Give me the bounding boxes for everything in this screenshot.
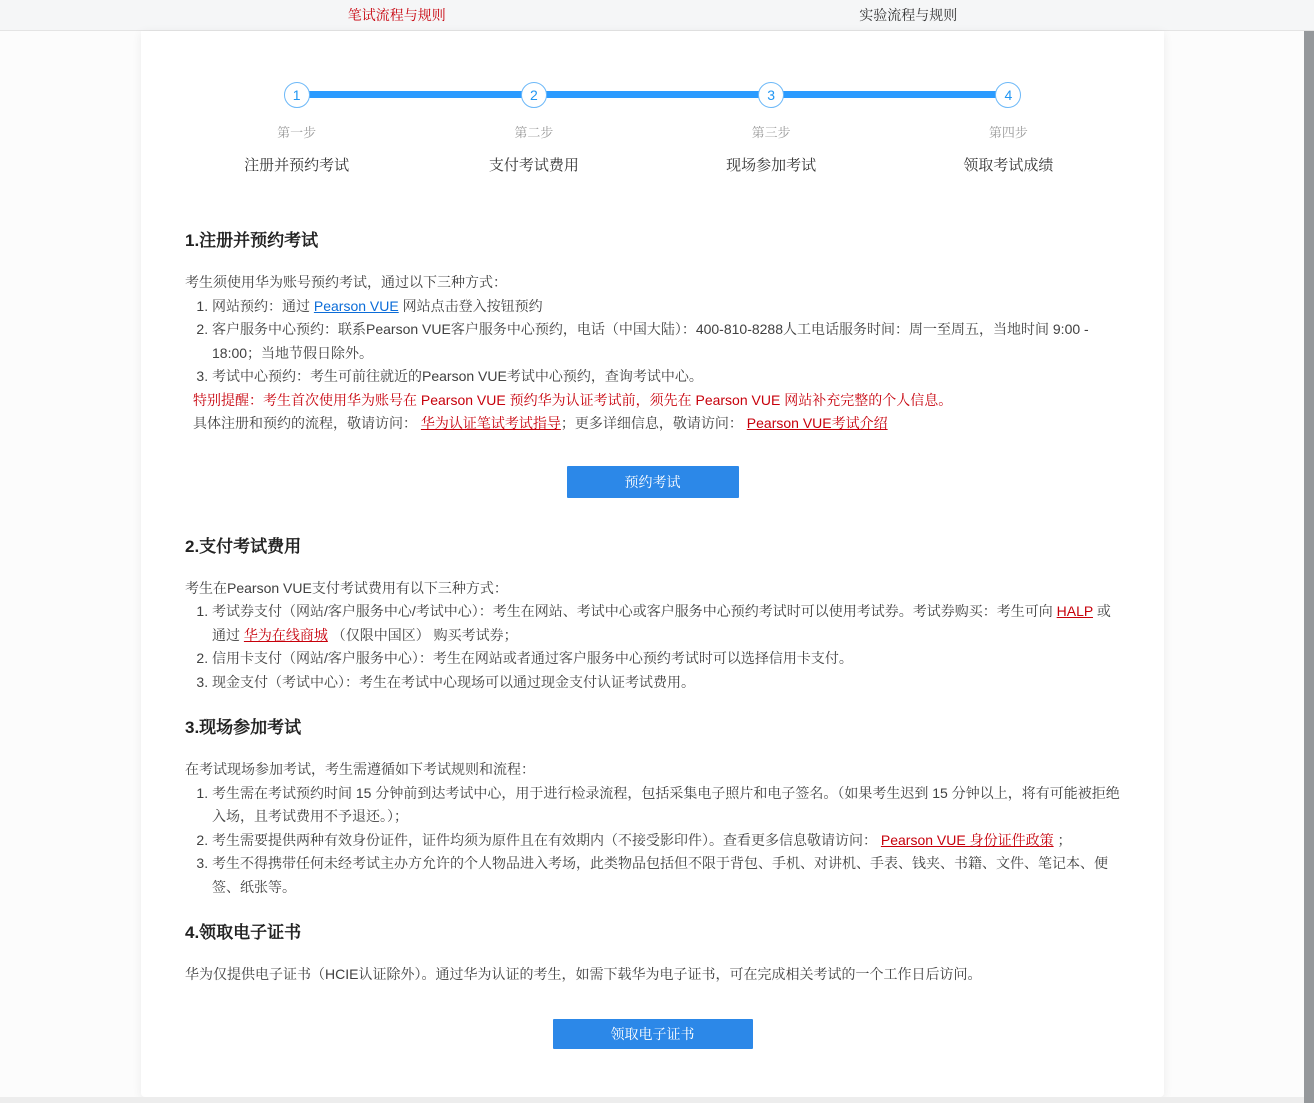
text-run: 或通过: [212, 603, 1111, 643]
section-1-list: [185, 295, 1120, 389]
text-run: ；: [1053, 831, 1072, 848]
step-1-circle-icon: 1: [284, 82, 310, 108]
section-register: [185, 231, 1120, 498]
top-tab-bar: [0, 0, 1314, 31]
list-item: [212, 671, 1120, 695]
tab-lab-exam-rules[interactable]: 实验流程与规则: [859, 7, 958, 23]
section-payment: [185, 537, 1120, 695]
text-run: 客户服务中心预约：联系Pearson VUE客户服务中心预约，电话（中国大陆）：400-810-8288人工电话服务时间：周一至周五，当地时间 9:00 - 18:00；当地节假日除外。: [212, 321, 1089, 361]
section-1-heading: 1.注册并预约考试: [185, 231, 319, 250]
tab-row: [141, 0, 1164, 30]
vertical-scrollbar[interactable]: [1304, 31, 1314, 1103]
list-item: [212, 829, 1120, 853]
step-4-circle-icon: 4: [995, 82, 1021, 108]
list-item: [212, 852, 1120, 899]
content-card: [141, 31, 1164, 1097]
guide-links-note: [193, 412, 1120, 436]
section-2-list: [185, 600, 1120, 694]
text-run: （仅限中国区） 购买考试券；: [327, 626, 518, 643]
section-2-heading: 2.支付考试费用: [185, 536, 302, 556]
step-3-label: 第三步: [751, 125, 791, 140]
page-bottom-strip: [0, 1097, 1314, 1103]
step-3-name: 现场参加考试: [726, 157, 817, 174]
list-item: [212, 295, 1120, 319]
exam-steps-progress: [141, 31, 1164, 175]
section-certificate: [185, 923, 1120, 1049]
text-run: 考试券支付（网站/客户服务中心/考试中心）：考生在网站、考试中心或客户服务中心预约考试时可以使用考试券。考试券购买：考生可向: [212, 603, 1057, 619]
text-run: 考生需要提供两种有效身份证件，证件均须为原件且在有效期内（不接受影印件）。查看更多信息敬请访问：: [212, 831, 881, 848]
step-3-circle-icon: 3: [758, 82, 784, 108]
step-4-label: 第四步: [988, 125, 1028, 140]
halp-link[interactable]: HALP: [1056, 603, 1093, 619]
pearson-vue-intro-link[interactable]: Pearson VUE考试介绍: [746, 415, 888, 431]
stepper-connector-line: [297, 91, 1009, 98]
list-item: [212, 782, 1120, 829]
pearson-vue-link[interactable]: Pearson VUE: [313, 297, 399, 314]
section-1-intro: 考生须使用华为账号预约考试，通过以下三种方式：: [185, 274, 507, 290]
section-3-heading: 3.现场参加考试: [185, 718, 302, 737]
section-3-intro: 在考试现场参加考试，考生需遵循如下考试规则和流程：: [185, 761, 535, 777]
text-run: 考生不得携带任何未经考试主办方允许的个人物品进入考场，此类物品包括但不限于背包、手机、对讲机、手表、钱夹、书籍、文件、笔记本、便签、纸张等。: [212, 855, 1108, 895]
rules-content: [141, 231, 1164, 1049]
text-run: 具体注册和预约的流程，敬请访问：: [193, 415, 421, 431]
section-4-intro: 华为仅提供电子证书（HCIE认证除外）。通过华为认证的考生，如需下载华为电子证书，可在完成相关考试的一个工作日后访问。: [185, 966, 982, 982]
step-2-label: 第二步: [514, 125, 554, 140]
section-4-heading: 4.领取电子证书: [185, 923, 302, 942]
step-2-circle-icon: 2: [521, 82, 547, 108]
id-policy-link[interactable]: Pearson VUE 身份证件政策: [880, 831, 1054, 848]
step-1-name: 注册并预约考试: [244, 157, 350, 174]
list-item: [212, 647, 1120, 671]
section-2-intro: 考生在Pearson VUE支付考试费用有以下三种方式：: [185, 579, 508, 596]
text-run: 网站点击登入按钮预约: [398, 297, 543, 314]
list-item: [212, 600, 1120, 647]
get-certificate-button[interactable]: 领取电子证书: [553, 1019, 753, 1049]
list-item: [212, 365, 1120, 389]
list-item: [212, 318, 1120, 365]
tab-written-exam-rules[interactable]: 笔试流程与规则: [347, 7, 446, 23]
text-run: 现金支付（考试中心）：考生在考试中心现场可以通过现金支付认证考试费用。: [212, 673, 695, 690]
text-run: ；更多详细信息，敬请访问：: [560, 415, 747, 431]
text-run: 信用卡支付（网站/客户服务中心）：考生在网站或者通过客户服务中心预约考试时可以选择信用卡支付。: [212, 650, 853, 666]
section-3-list: [185, 782, 1120, 900]
written-exam-guide-link[interactable]: 华为认证笔试考试指导: [420, 415, 561, 431]
section-onsite: [185, 718, 1120, 899]
step-1-label: 第一步: [277, 125, 317, 140]
text-run: 考生需在考试预约时间 15 分钟前到达考试中心，用于进行检录流程，包括采集电子照片和电子签名。（如果考生迟到 15 分钟以上，将有可能被拒绝入场，且考试费用不予退还。）；: [212, 784, 1120, 824]
special-reminder-note: 特别提醒：考生首次使用华为账号在 Pearson VUE 预约华为认证考试前，须先在 Pearson VUE 网站补充完整的个人信息。: [193, 391, 953, 408]
step-2-name: 支付考试费用: [488, 157, 579, 174]
huawei-store-link[interactable]: 华为在线商城: [243, 626, 328, 643]
text-run: 网站预约：通过: [212, 297, 314, 314]
book-exam-button[interactable]: 预约考试: [567, 466, 739, 498]
step-4-name: 领取考试成绩: [963, 157, 1054, 174]
text-run: 考试中心预约：考生可前往就近的Pearson VUE考试中心预约，查询考试中心。: [212, 368, 703, 384]
